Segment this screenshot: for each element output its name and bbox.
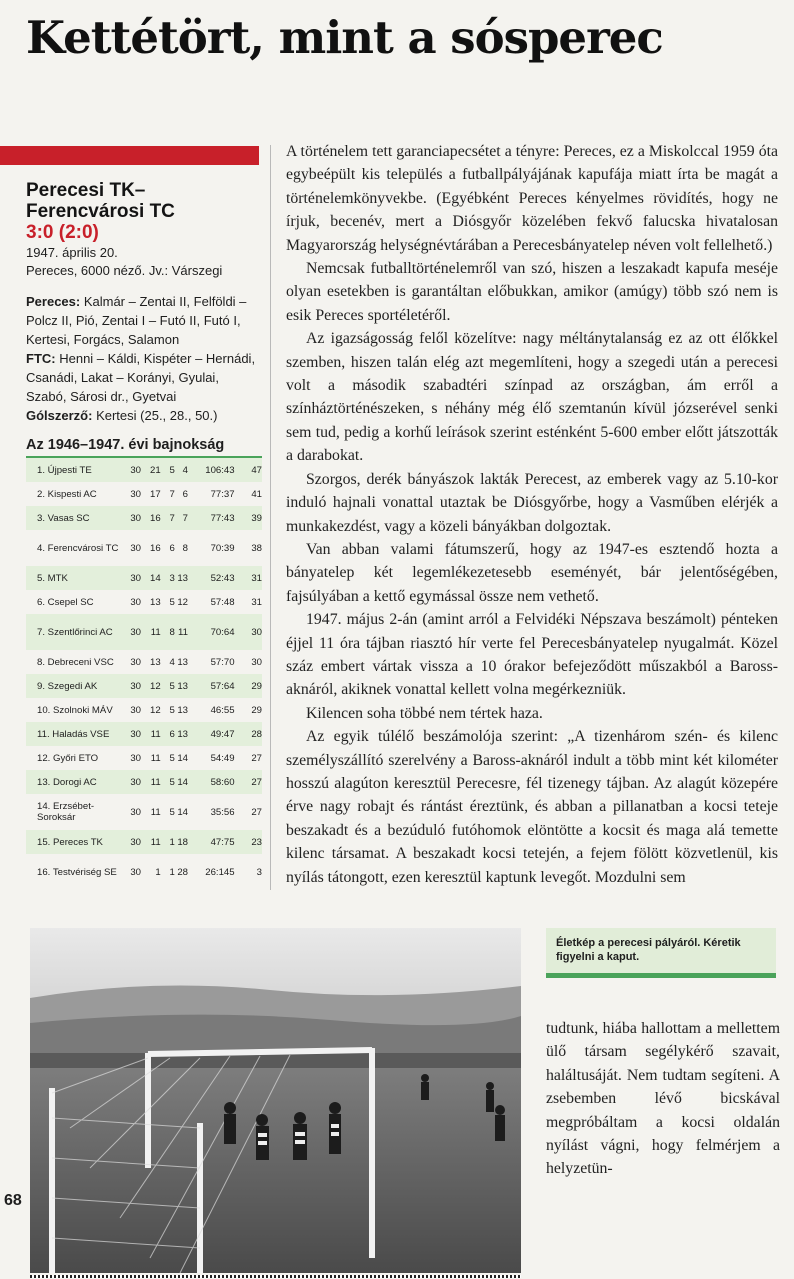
standings-row bbox=[26, 854, 262, 890]
standings-cell-team: 1. Újpesti TE bbox=[26, 458, 130, 482]
section-accent-bar bbox=[0, 146, 259, 165]
standings-cell-goals: 46:55 bbox=[210, 704, 235, 716]
article-body-continuation bbox=[546, 1017, 780, 1181]
standings-cell-p: 30 bbox=[130, 866, 141, 878]
standings-cell-team: 3. Vasas SC bbox=[26, 506, 130, 530]
standings-cell-pts: 30 bbox=[235, 614, 262, 650]
standings-cell-d: 8 bbox=[161, 614, 175, 650]
standings-cell-team: 4. Ferencvárosi TC bbox=[37, 542, 119, 554]
match-venue: Pereces, 6000 néző. Jv.: Várszegi bbox=[26, 263, 223, 278]
standings-row bbox=[26, 698, 262, 722]
football-field-photo bbox=[30, 928, 521, 1273]
standings-cell-w: 1 bbox=[155, 866, 161, 878]
lineup-ftc-players: Henni – Káldi, Kispéter – Hernádi, Csanádi, Lakat – Korányi, Gyulai, Szabó, Sárosi dr., Gyetvai bbox=[26, 351, 256, 404]
standings-cell-goals: 77:43 bbox=[188, 506, 235, 530]
standings-cell-p: 30 bbox=[130, 488, 141, 500]
standings-cell-pts: 31 bbox=[235, 566, 262, 590]
standings-cell-d: 4 bbox=[169, 656, 175, 668]
standings-cell-d: 5 bbox=[169, 704, 175, 716]
standings-cell-pts: 27 bbox=[251, 752, 262, 764]
standings-cell-d: 5 bbox=[161, 458, 175, 482]
standings-cell-pts: 31 bbox=[251, 596, 262, 608]
standings-cell-pts: 23 bbox=[235, 830, 262, 854]
standings-cell-p: 30 bbox=[130, 752, 141, 764]
match-photo bbox=[30, 928, 521, 1273]
standings-row bbox=[26, 566, 262, 590]
lineup-ftc-label: FTC: bbox=[26, 351, 56, 366]
page-footer-rule bbox=[30, 1275, 521, 1278]
standings-cell-p: 30 bbox=[130, 806, 141, 818]
standings-cell-team: 2. Kispesti AC bbox=[37, 488, 97, 500]
standings-cell-d: 7 bbox=[161, 506, 175, 530]
standings-cell-goals: 106:43 bbox=[188, 458, 235, 482]
standings-row bbox=[26, 674, 262, 698]
standings-row bbox=[26, 830, 262, 854]
standings-cell-w: 17 bbox=[150, 488, 161, 500]
article-body bbox=[286, 140, 778, 889]
standings-cell-d: 7 bbox=[169, 488, 175, 500]
standings-cell-w: 12 bbox=[150, 704, 161, 716]
standings-row bbox=[26, 650, 262, 674]
standings-cell-p: 30 bbox=[130, 596, 141, 608]
standings-cell-p: 30 bbox=[130, 614, 147, 650]
standings-cell-pts: 27 bbox=[235, 770, 262, 794]
standings-cell-team: 15. Pereces TK bbox=[26, 830, 130, 854]
column-divider bbox=[270, 145, 271, 890]
match-teams-text: Perecesi TK– Ferencvárosi TC bbox=[26, 180, 175, 222]
standings-row bbox=[26, 746, 262, 770]
standings-cell-team: 7. Szentlőrinci AC bbox=[26, 614, 130, 650]
standings-cell-team: 16. Testvériség SE bbox=[37, 866, 117, 878]
standings-cell-p: 30 bbox=[130, 770, 147, 794]
standings-row bbox=[26, 614, 262, 650]
standings-cell-d: 3 bbox=[161, 566, 175, 590]
standings-cell-p: 30 bbox=[130, 566, 147, 590]
standings-cell-p: 30 bbox=[130, 458, 147, 482]
standings-cell-w: 11 bbox=[150, 752, 161, 764]
standings-cell-goals: 57:48 bbox=[210, 596, 235, 608]
standings-cell-p: 30 bbox=[130, 704, 141, 716]
standings-cell-d: 5 bbox=[169, 806, 175, 818]
standings-cell-w: 13 bbox=[150, 656, 161, 668]
standings-title: Az 1946–1947. évi bajnokság bbox=[26, 437, 262, 458]
standings-cell-pts: 28 bbox=[235, 722, 262, 746]
goal-scorers-label: Gólszerző: bbox=[26, 408, 93, 423]
body-paragraph: 1947. május 2-án (amint arról a Felvidéki Népszava beszámolt) pénteken éjjel 11 óra tájban riasztó hír verte fel Perecesbányatelep nyugalmát. Közel száz embert vártak vissza a 10 órakor befejeződött műszakból a Baross-aknáról, akiknek vonattal kellett volna megérkezniük. bbox=[286, 611, 778, 699]
body-paragraph: A történelem tett garanciapecsétet a tényre: Pereces, ez a Miskolccal 1959 óta egybeépült kis település a futballpályájának kapufája miatt írta be magát a történelemkönyvekbe. (Egyébként Pereces kényelmes rövidítés, hogy ne írjuk, becenév, mert a Diósgyőr közelében fekvő falucska hivatalosan Magyarország helységnévtárában a Perecesbányatelep néven volt fellelhető.) bbox=[286, 143, 778, 254]
standings-cell-d: 5 bbox=[169, 752, 175, 764]
standings-cell-l: 13 bbox=[177, 656, 189, 668]
standings-cell-l: 4 bbox=[175, 458, 188, 482]
lineup-ftc bbox=[26, 349, 262, 406]
standings-cell-pts: 27 bbox=[251, 806, 262, 818]
goal-scorers bbox=[26, 406, 262, 425]
standings-cell-w: 12 bbox=[148, 674, 161, 698]
standings-cell-w: 16 bbox=[148, 506, 161, 530]
standings-cell-p: 30 bbox=[130, 722, 147, 746]
body-paragraph: Az igazságosság felől közelítve: nagy méltánytalanság ez az ott élőkkel szemben, hiszen talán elég azt megemlíteni, hogy a szegedi után a perecesi volt a második szabadtéri színpad az országban, ám erről a színháztörténészeken, s néhány még élő szemtanún kívül józserével senki sem tud, pedig a korhű leírások szerint esténként 5-600 ember előtt játszották a darabokat. bbox=[286, 330, 778, 465]
standings-cell-l: 13 bbox=[175, 674, 188, 698]
standings-cell-p: 30 bbox=[130, 656, 141, 668]
body-paragraph: Szorgos, derék bányászok lakták Perecest, az emberek vagy az 5.10-kor induló hajnali vonattal utaztak be Diósgyőrbe, hogy a Vasműben elérjék a munkakezdést, vagy a közeli bányákban dolgoztak. bbox=[286, 470, 778, 535]
continuation-paragraph: tudtunk, hiába hallottam a mellettem ülő társam segélykérő szavait, haláltusáját. Nem tudtam segíteni. A zsebemben lévő bicskával megpróbáltam a kocsi oldalán nyílást vágni, hogy felmérjem a helyzetün- bbox=[546, 1020, 780, 1178]
standings-cell-goals: 47:75 bbox=[188, 830, 235, 854]
standings-cell-team: 12. Győri ETO bbox=[37, 752, 99, 764]
standings-cell-team: 5. MTK bbox=[26, 566, 130, 590]
standings-cell-team: 10. Szolnoki MÁV bbox=[37, 704, 113, 716]
lineup-pereces-players: Kalmár – Zentai II, Felföldi – Polcz II, Pió, Zentai I – Futó II, Futó I, Kertesi, Forgács, Salamon bbox=[26, 294, 247, 347]
standings-cell-goals: 70:39 bbox=[210, 542, 235, 554]
lineups bbox=[26, 292, 262, 425]
standings-cell-w: 11 bbox=[148, 614, 161, 650]
standings-cell-l: 13 bbox=[175, 722, 188, 746]
standings-cell-pts: 3 bbox=[256, 866, 262, 878]
standings-cell-d: 1 bbox=[161, 830, 175, 854]
photo-caption: Életkép a perecesi pályáról. Kéretik figyelni a kaput. bbox=[546, 928, 776, 978]
standings-cell-d: 5 bbox=[161, 674, 175, 698]
standings-cell-team: 14. Erzsébet-Soroksár bbox=[37, 801, 95, 823]
standings-cell-goals: 57:64 bbox=[188, 674, 235, 698]
match-score: 3:0 (2:0) bbox=[26, 222, 99, 243]
standings-cell-goals: 70:64 bbox=[188, 614, 235, 650]
page-number: 68 bbox=[4, 1192, 22, 1209]
standings-cell-team: 6. Csepel SC bbox=[37, 596, 94, 608]
standings-cell-w: 13 bbox=[150, 596, 161, 608]
body-paragraph: Az egyik túlélő beszámolója szerint: „A tizenhárom szén- és kilenc személyszállító szerelvény a Baross-aknáról indult a több mint két kilométer hosszú alagúton keresztül Perecesre, fél tizenegy tájban. Az alagút közepére érve nagy robajt és rántást éreztünk, és abban a pillanatban a kocsi teteje beszakadt és a bezúduló futóhomok elöntötte a kocsit és maga alá temette kilenc társamat. A beszakadt kocsi tetején, a fejem fölött közvetlenül, kis nyílás tátongott, ezen keresztül kaptunk levegőt. Mozdulni sem bbox=[286, 728, 778, 886]
standings-cell-l: 13 bbox=[177, 704, 189, 716]
standings-table bbox=[26, 458, 262, 890]
standings-cell-pts: 29 bbox=[235, 674, 262, 698]
standings-row bbox=[26, 482, 262, 506]
standings-cell-w: 21 bbox=[148, 458, 161, 482]
standings-cell-goals: 26:145 bbox=[205, 866, 235, 878]
standings-cell-l: 8 bbox=[182, 542, 189, 554]
standings-cell-goals: 77:37 bbox=[210, 488, 235, 500]
lineup-pereces bbox=[26, 292, 262, 349]
standings-cell-goals: 52:43 bbox=[188, 566, 235, 590]
standings-cell-w: 11 bbox=[148, 770, 161, 794]
standings-cell-team: 13. Dorogi AC bbox=[26, 770, 130, 794]
standings-cell-pts: 29 bbox=[251, 704, 262, 716]
standings-cell-pts: 38 bbox=[251, 542, 262, 554]
goal-scorers-list: Kertesi (25., 28., 50.) bbox=[92, 408, 218, 423]
standings-cell-p: 30 bbox=[130, 830, 147, 854]
standings-row bbox=[26, 794, 262, 830]
standings-cell-l: 13 bbox=[175, 566, 188, 590]
standings-cell-d: 1 bbox=[169, 866, 175, 878]
lineup-pereces-label: Pereces: bbox=[26, 294, 81, 309]
standings-cell-w: 11 bbox=[148, 722, 161, 746]
standings-cell-goals: 35:56 bbox=[210, 806, 235, 818]
standings-cell-l: 6 bbox=[182, 488, 189, 500]
standings-cell-p: 30 bbox=[130, 506, 147, 530]
standings-row bbox=[26, 770, 262, 794]
match-sidebar bbox=[26, 180, 262, 890]
standings-cell-w: 11 bbox=[150, 806, 161, 818]
standings-row bbox=[26, 530, 262, 566]
standings-row bbox=[26, 722, 262, 746]
standings-cell-team: 8. Debreceni VSC bbox=[37, 656, 114, 668]
standings-cell-goals: 57:70 bbox=[210, 656, 235, 668]
standings-cell-w: 16 bbox=[150, 542, 161, 554]
standings-cell-l: 14 bbox=[177, 752, 189, 764]
body-paragraph: Van abban valami fátumszerű, hogy az 1947-es esztendő hozta a bányatelep két legemlékezetesebb eseményét, bár jelentőségében, fajsúlyában a kettő egymással össze nem vethető. bbox=[286, 540, 778, 605]
standings-cell-pts: 39 bbox=[235, 506, 262, 530]
standings-cell-l: 18 bbox=[175, 830, 188, 854]
match-date: 1947. április 20. bbox=[26, 245, 118, 260]
standings-cell-l: 11 bbox=[175, 614, 188, 650]
body-paragraph: Kilencen soha többé nem tértek haza. bbox=[306, 704, 543, 722]
standings-cell-d: 5 bbox=[169, 596, 175, 608]
body-paragraph: Nemcsak futballtörténelemről van szó, hiszen a leszakadt kapufa meséje olyan esetekben is garantáltan előbukkan, amikor (amúgy) több szó nem is esik Pereces sportéletéről. bbox=[286, 260, 778, 324]
standings-cell-w: 14 bbox=[148, 566, 161, 590]
standings-cell-p: 30 bbox=[130, 674, 147, 698]
standings-cell-goals: 54:49 bbox=[210, 752, 235, 764]
standings-cell-w: 11 bbox=[148, 830, 161, 854]
standings-cell-d: 5 bbox=[161, 770, 175, 794]
standings-cell-team: 11. Haladás VSE bbox=[26, 722, 130, 746]
standings-cell-l: 14 bbox=[177, 806, 189, 818]
standings-cell-l: 7 bbox=[175, 506, 188, 530]
standings-cell-d: 6 bbox=[161, 722, 175, 746]
standings-cell-pts: 30 bbox=[251, 656, 262, 668]
standings-cell-d: 6 bbox=[169, 542, 175, 554]
standings-row bbox=[26, 590, 262, 614]
standings-cell-pts: 47 bbox=[235, 458, 262, 482]
standings-cell-p: 30 bbox=[130, 542, 141, 554]
standings-cell-l: 12 bbox=[177, 596, 189, 608]
standings-row bbox=[26, 458, 262, 482]
standings-cell-goals: 49:47 bbox=[188, 722, 235, 746]
standings-cell-pts: 41 bbox=[251, 488, 262, 500]
standings-cell-team: 9. Szegedi AK bbox=[26, 674, 130, 698]
standings-cell-l: 14 bbox=[175, 770, 188, 794]
standings-cell-goals: 58:60 bbox=[188, 770, 235, 794]
match-teams bbox=[26, 180, 262, 222]
standings-cell-l: 28 bbox=[177, 866, 189, 878]
article-title: Kettétört, mint a sósperec bbox=[26, 11, 663, 64]
standings-row bbox=[26, 506, 262, 530]
